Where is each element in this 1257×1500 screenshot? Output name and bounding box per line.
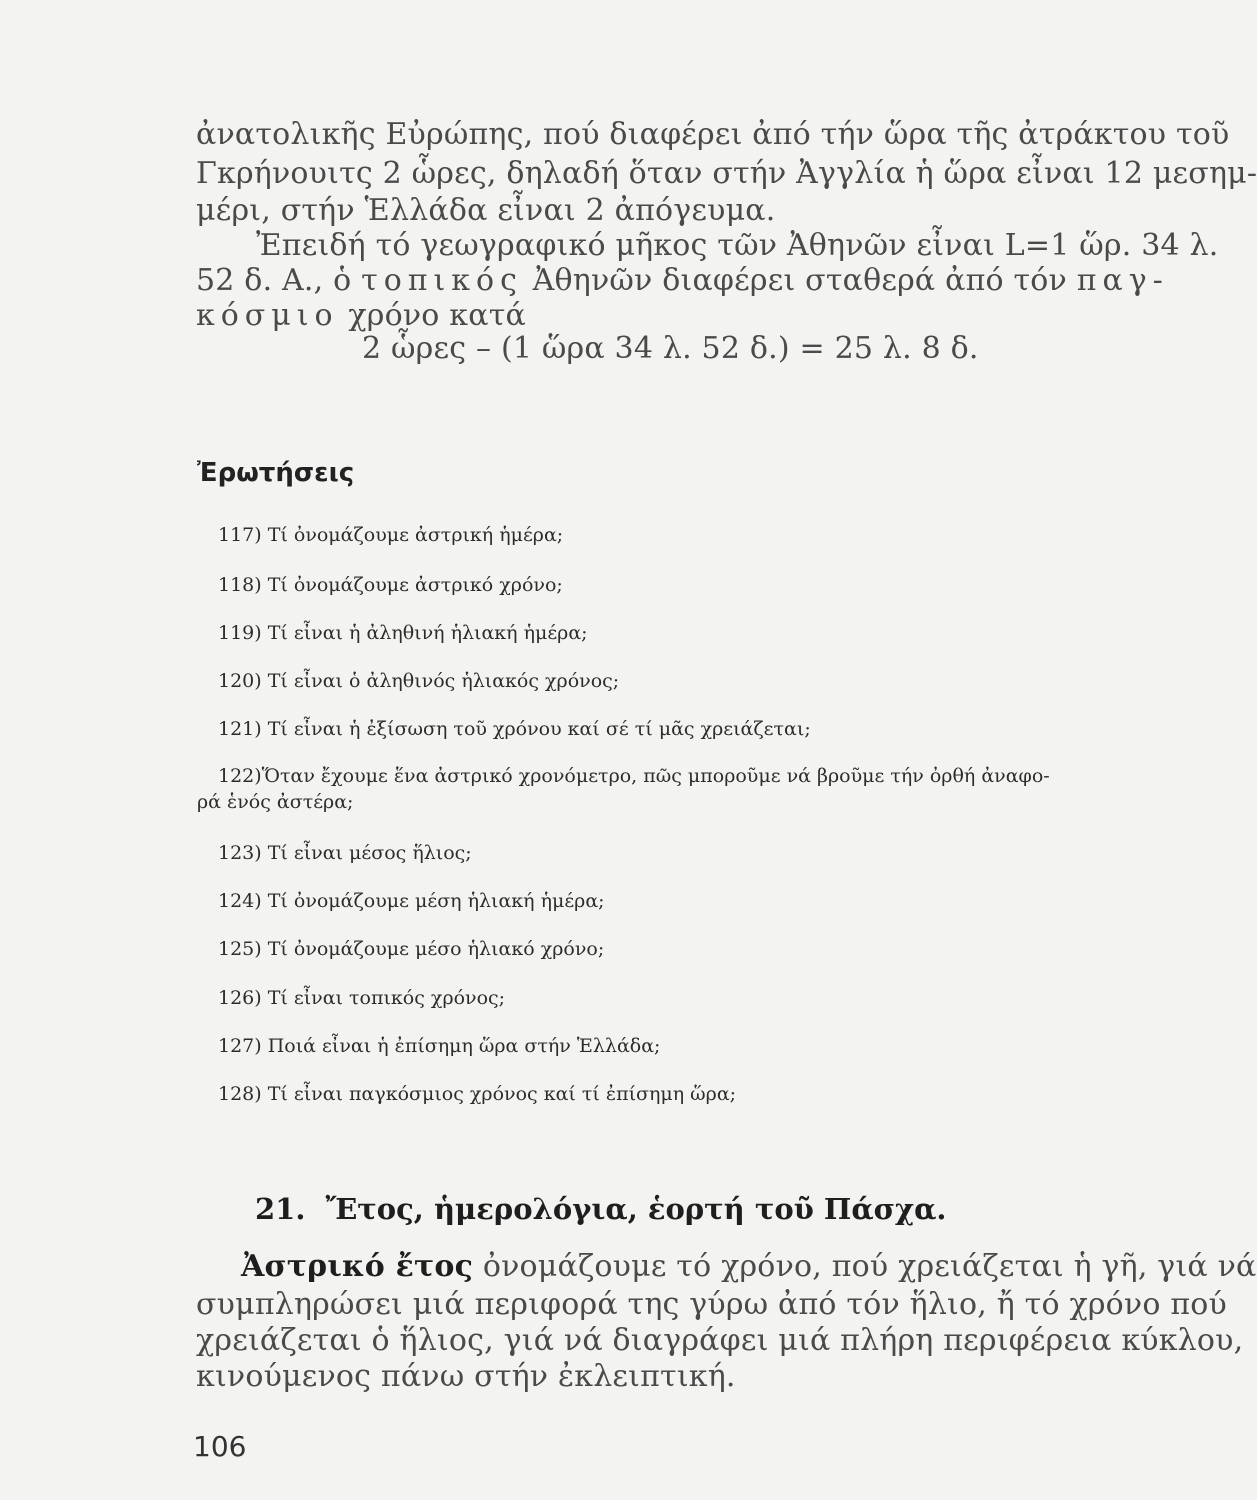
intro-formula: 2 ὧρες – (1 ὥρα 34 λ. 52 δ.) = 25 λ. 8 δ. — [362, 331, 979, 366]
intro-line-4: Ἐπειδή τό γεωγραφικό μῆκος τῶν Ἀθηνῶν εἶναι L=1 ὥρ. 34 λ. — [256, 228, 1219, 263]
question-item-continuation: ρά ἑνός ἀστέρα; — [197, 791, 354, 813]
question-item: 120) Τί εἶναι ὁ ἀληθινός ἡλιακός χρόνος; — [218, 670, 620, 692]
question-item: 128) Τί εἶναι παγκόσμιος χρόνος καί τί ἐπίσημη ὥρα; — [218, 1083, 737, 1105]
question-item: 117) Τί ὀνομάζουμε ἀστρική ἡμέρα; — [218, 524, 564, 546]
page-number: 106 — [193, 1430, 247, 1463]
question-item: 125) Τί ὀνομάζουμε μέσο ἡλιακό χρόνο; — [218, 938, 605, 960]
question-item: 127) Ποιά εἶναι ἡ ἐπίσημη ὥρα στήν Ἑλλάδα; — [218, 1035, 661, 1057]
intro-line-6 — [196, 298, 526, 333]
intro-line-6-b: χρόνο κατά — [348, 298, 526, 333]
section-title-text: Ἔτος, ἡμερολόγια, ἑορτή τοῦ Πάσχα. — [325, 1192, 947, 1226]
question-item: 124) Τί ὀνομάζουμε μέση ἡλιακή ἡμέρα; — [218, 890, 605, 912]
body-line-3: χρειάζεται ὁ ἥλιος, γιά νά διαγράφει μιά πλήρη περιφέρεια κύκλου, — [196, 1323, 1244, 1358]
question-item: 126) Τί εἶναι τοπικός χρόνος; — [218, 987, 506, 1009]
intro-line-6-spaced: κόσμιο — [196, 298, 339, 333]
body-term: Ἀστρικό ἔτος — [241, 1249, 474, 1284]
question-item: 119) Τί εἶναι ἡ ἀληθινή ἡλιακή ἡμέρα; — [218, 622, 588, 644]
intro-line-1: ἀνατολικῆς Εὐρώπης, πού διαφέρει ἀπό τήν ὥρα τῆς ἀτράκτου τοῦ — [196, 117, 1230, 152]
question-item: 122)Ὅταν ἔχουμε ἕνα ἀστρικό χρονόμετρο, πῶς μποροῦμε νά βροῦμε τήν ὀρθή ἀναφο- — [218, 765, 1050, 787]
question-item: 121) Τί εἶναι ἡ ἐξίσωση τοῦ χρόνου καί σέ τί μᾶς χρειάζεται; — [218, 718, 811, 740]
section-number: 21. — [255, 1192, 306, 1226]
intro-line-5-spaced: τοπικός — [361, 263, 523, 298]
intro-line-5-spaced2: παγ- — [1076, 263, 1169, 298]
question-item: 123) Τί εἶναι μέσος ἥλιος; — [218, 842, 472, 864]
body-line-2: συμπληρώσει μιά περιφορά της γύρω ἀπό τόν ἥλιο, ἤ τό χρόνο πού — [196, 1287, 1227, 1322]
body-line-1 — [241, 1249, 1257, 1284]
intro-line-5 — [196, 263, 1169, 298]
question-item: 118) Τί ὀνομάζουμε ἀστρικό χρόνο; — [218, 574, 563, 596]
intro-line-5-a: 52 δ. Α., ὁ — [196, 263, 352, 298]
intro-line-3: μέρι, στήν Ἑλλάδα εἶναι 2 ἀπόγευμα. — [196, 193, 776, 228]
intro-line-2: Γκρήνουιτς 2 ὧρες, δηλαδή ὅταν στήν Ἀγγλία ἡ ὥρα εἶναι 12 μεσημ- — [196, 156, 1257, 191]
body-line-4: κινούμενος πάνω στήν ἐκλειπτική. — [196, 1359, 736, 1394]
intro-line-5-b: Ἀθηνῶν διαφέρει σταθερά ἀπό τόν — [532, 263, 1067, 298]
body-line-1-rest: ὀνομάζουμε τό χρόνο, πού χρειάζεται ἡ γῆ, γιά νά — [482, 1249, 1257, 1284]
section-title — [255, 1192, 947, 1226]
questions-heading: Ἐρωτήσεις — [197, 458, 355, 488]
